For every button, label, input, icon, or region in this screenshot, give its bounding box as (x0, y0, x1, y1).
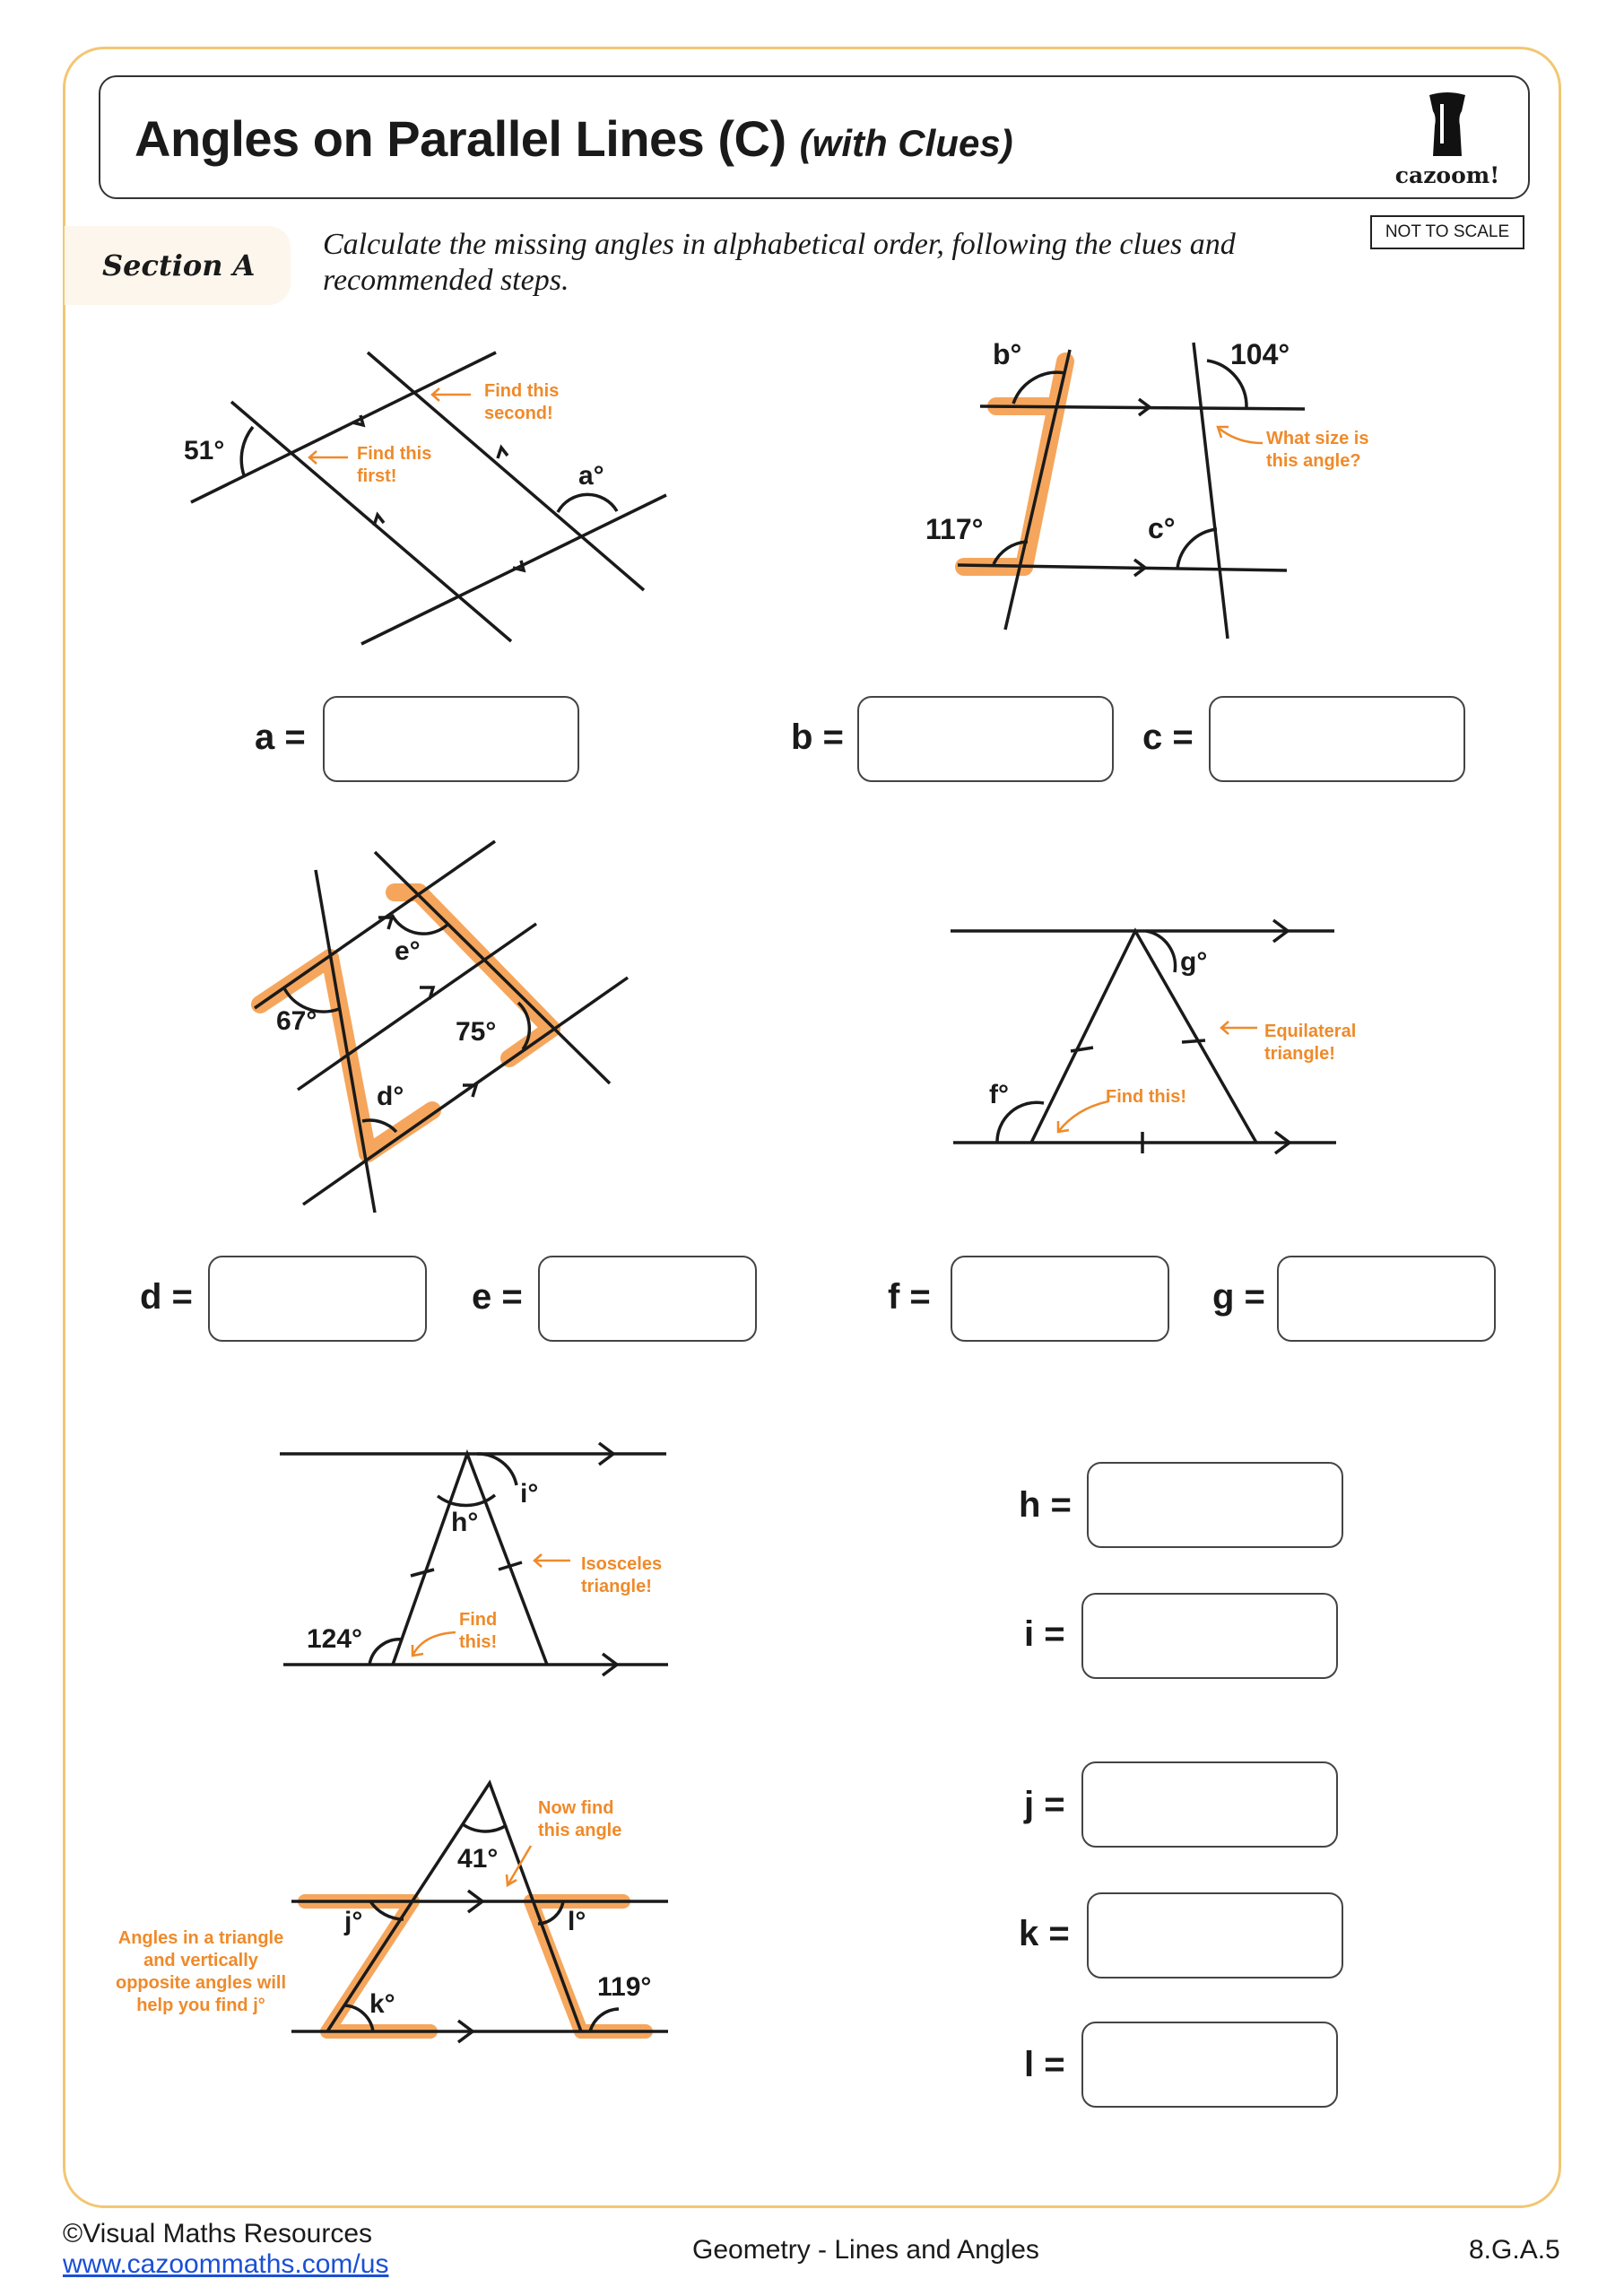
d2-label-c: c° (1148, 512, 1176, 544)
footer-link-wrap (63, 2249, 388, 2280)
d6-clue-side-3: opposite angles will (115, 1973, 287, 1993)
d5-clue-arrow-find (413, 1632, 456, 1656)
d1-parallel-line-3 (231, 402, 511, 641)
answer-b-label: b = (791, 718, 844, 757)
answer-e-label: e = (472, 1277, 523, 1317)
title-main: Angles on Parallel Lines (C) (135, 110, 786, 167)
d5-clue-find-1: Find (459, 1610, 498, 1630)
d1-clue-first-2: first! (357, 466, 397, 486)
d5-label-124: 124° (307, 1624, 363, 1654)
d1-clue-arrow-first (309, 451, 348, 464)
d5-label-i: i° (520, 1479, 539, 1509)
not-to-scale-badge: NOT TO SCALE (1370, 215, 1524, 249)
answer-c-label: c = (1142, 718, 1194, 757)
d5-label-h: h° (451, 1508, 479, 1537)
d6-label-l: l° (568, 1907, 586, 1936)
d1-arrow-3 (374, 515, 384, 526)
answer-f-label: f = (888, 1277, 931, 1317)
answer-f-box[interactable] (951, 1256, 1169, 1342)
d2-clue-1: What size is (1266, 429, 1369, 448)
d4-angle-g-arc (1146, 931, 1176, 972)
answer-b-box[interactable] (857, 696, 1114, 782)
answer-i-box[interactable] (1081, 1593, 1338, 1679)
d6-clue-side-1: Angles in a triangle (117, 1928, 284, 1948)
footer-url-link[interactable]: www.cazoommaths.com/us (63, 2249, 389, 2279)
d3-label-d: d° (377, 1082, 404, 1111)
section-label: Section A (102, 248, 256, 283)
answer-k-box[interactable] (1087, 1892, 1343, 1979)
answer-a-label: a = (255, 718, 306, 757)
answer-h-box[interactable] (1087, 1462, 1343, 1548)
d1-clue-second-2: second! (484, 404, 553, 423)
d3-label-67: 67° (276, 1006, 317, 1036)
d5-angle-i-arc (477, 1454, 517, 1485)
d1-clue-second-1: Find this (484, 381, 560, 401)
answer-l-box[interactable] (1081, 2022, 1338, 2108)
d4-clue-arrow-tri (1221, 1022, 1257, 1034)
answer-j-label: j = (1024, 1785, 1065, 1824)
d5-tick-left (411, 1570, 434, 1576)
d4-clue-arrow-find (1058, 1101, 1108, 1132)
answer-e-box[interactable] (538, 1256, 757, 1342)
d6-label-119: 119° (597, 1972, 652, 2002)
answer-h-label: h = (1019, 1485, 1072, 1525)
d1-clue-arrow-second (432, 388, 471, 401)
d6-clue-side-4: help you find j° (136, 1996, 265, 2015)
d5-clue-arrow-tri (534, 1554, 570, 1567)
answer-a-box[interactable] (323, 696, 579, 782)
d2-clue-2: this angle? (1266, 451, 1361, 471)
d6-label-41: 41° (457, 1844, 499, 1874)
d3-arrow-2 (420, 987, 433, 999)
answer-i-label: i = (1024, 1614, 1065, 1654)
d4-tick-left (1071, 1048, 1093, 1051)
d4-label-f: f° (989, 1080, 1009, 1109)
d1-label-51: 51° (184, 436, 225, 465)
d6-clue-arrow (507, 1846, 531, 1885)
d6-angle-41-arc (463, 1824, 507, 1831)
d5-clue-tri-1: Isosceles (581, 1554, 663, 1574)
d1-arrow-4 (498, 448, 508, 458)
d2-label-b: b° (993, 338, 1022, 370)
d1-angle-51-arc (241, 427, 253, 475)
title-subtitle: (with Clues) (799, 122, 1013, 164)
d6-label-j: j° (344, 1907, 363, 1936)
d1-clue-first-1: Find this (357, 444, 432, 464)
answer-d-box[interactable] (208, 1256, 427, 1342)
d4-clue-tri-2: triangle! (1264, 1044, 1335, 1064)
d6-clue-now-1: Now find (538, 1798, 614, 1818)
d5-clue-find-2: this! (459, 1632, 498, 1652)
d4-clue-find: Find this! (1106, 1087, 1186, 1107)
answer-g-box[interactable] (1277, 1256, 1496, 1342)
d2-label-104: 104° (1230, 338, 1290, 370)
footer-copyright: ©Visual Maths Resources (63, 2219, 373, 2248)
d1-angle-a-arc (558, 494, 617, 512)
diagram-2 (958, 343, 1305, 639)
d3-label-75: 75° (456, 1017, 497, 1047)
d1-label-a: a° (578, 461, 604, 491)
d6-label-k: k° (369, 1989, 395, 2019)
d1-parallel-line-1 (191, 352, 496, 502)
d1-arrow-2 (513, 561, 524, 570)
answer-j-box[interactable] (1081, 1761, 1338, 1848)
d2-clue-arrow (1218, 427, 1263, 443)
d3-label-e: e° (395, 936, 421, 966)
answer-c-box[interactable] (1209, 696, 1465, 782)
answer-g-label: g = (1212, 1277, 1265, 1317)
d6-clue-side-2: and vertically (143, 1951, 258, 1970)
diagram-1 (191, 352, 666, 644)
d2-angle-c-arc (1177, 529, 1217, 569)
d4-clue-tri-1: Equilateral (1264, 1022, 1357, 1041)
logo-text: cazoom! (1394, 162, 1500, 188)
d2-label-117: 117° (925, 513, 984, 545)
footer-topic: Geometry - Lines and Angles (692, 2235, 1039, 2265)
instruction-text: Calculate the missing angles in alphabetical order, following the clues and recommended steps. (323, 228, 1236, 297)
d4-label-g: g° (1180, 947, 1208, 977)
answer-d-label: d = (140, 1277, 193, 1317)
answer-k-label: k = (1019, 1914, 1070, 1953)
d6-clue-now-2: this angle (538, 1821, 622, 1840)
footer-standard: 8.G.A.5 (1469, 2235, 1560, 2265)
d4-tick-right (1182, 1040, 1205, 1042)
d5-clue-tri-2: triangle! (581, 1577, 652, 1596)
answer-l-label: l = (1024, 2045, 1065, 2084)
